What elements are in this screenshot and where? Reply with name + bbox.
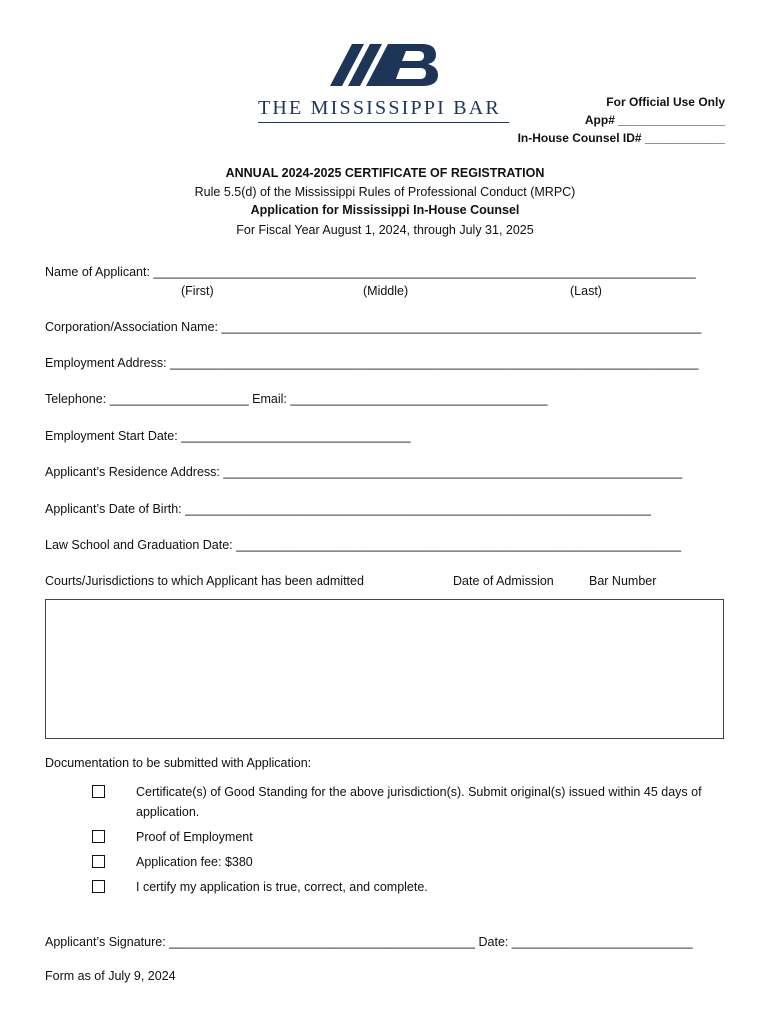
courts-label: Courts/Jurisdictions to which Applicant has been admitted: [45, 574, 364, 588]
good-standing-label-cont: application.: [136, 805, 200, 819]
name-first-label: (First): [181, 284, 214, 298]
counsel-id-field: In-House Counsel ID# ____________: [517, 131, 725, 145]
rule-reference: Rule 5.5(d) of the Mississippi Rules of Professional Conduct (MRPC): [194, 185, 576, 199]
courts-entry-box[interactable]: [45, 599, 724, 739]
mississippi-bar-logo: [330, 42, 438, 88]
fiscal-year: For Fiscal Year August 1, 2024, through July 31, 2025: [236, 223, 534, 237]
law-school-field[interactable]: Law School and Graduation Date: ________________________________________________________________: [45, 538, 682, 552]
employment-start-date-field[interactable]: Employment Start Date: _________________________________: [45, 429, 411, 443]
employment-address-field[interactable]: Employment Address: ____________________________________________________________________________: [45, 356, 699, 370]
residence-address-field[interactable]: Applicant’s Residence Address: __________________________________________________________________: [45, 465, 683, 479]
form-date: Form as of July 9, 2024: [45, 969, 176, 983]
name-middle-label: (Middle): [363, 284, 409, 298]
application-title: Application for Mississippi In-House Counsel: [250, 203, 520, 217]
application-fee-label: Application fee: $380: [136, 855, 253, 869]
name-last-label: (Last): [570, 284, 602, 298]
corporation-name-field[interactable]: Corporation/Association Name: _____________________________________________________________________: [45, 320, 702, 334]
proof-of-employment-checkbox[interactable]: [92, 830, 105, 843]
form-title: ANNUAL 2024-2025 CERTIFICATE OF REGISTRATION: [225, 166, 545, 180]
signature-date-field[interactable]: Applicant’s Signature: ____________________________________________ Date: __________________________: [45, 935, 693, 949]
org-underline: [258, 122, 509, 123]
app-number-field: App# ________________: [584, 113, 725, 127]
bar-number-label: Bar Number: [589, 574, 657, 588]
documentation-heading: Documentation to be submitted with Application:: [45, 756, 312, 770]
org-name: THE MISSISSIPPI BAR: [258, 97, 501, 119]
proof-of-employment-label: Proof of Employment: [136, 830, 253, 844]
official-use-label: For Official Use Only: [606, 95, 725, 109]
application-fee-checkbox[interactable]: [92, 855, 105, 868]
date-of-admission-label: Date of Admission: [453, 574, 554, 588]
good-standing-checkbox[interactable]: [92, 785, 105, 798]
certify-checkbox[interactable]: [92, 880, 105, 893]
name-of-applicant-field[interactable]: Name of Applicant: ______________________________________________________________________________: [45, 265, 696, 279]
good-standing-label: Certificate(s) of Good Standing for the above jurisdiction(s). Submit original(s) issued within 45 days of: [136, 785, 702, 799]
telephone-email-field[interactable]: Telephone: ____________________ Email: _____________________________________: [45, 392, 548, 406]
date-of-birth-field[interactable]: Applicant’s Date of Birth: ___________________________________________________________________: [45, 502, 651, 516]
certify-label: I certify my application is true, correct, and complete.: [136, 880, 428, 894]
